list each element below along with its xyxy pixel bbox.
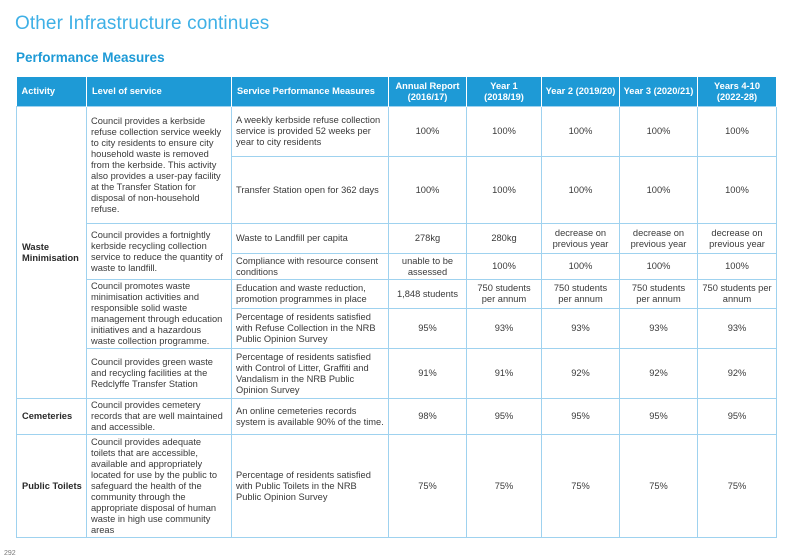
value-cell: 92% [698,349,777,399]
table-row [17,349,777,399]
value-cell: 100% [389,157,467,224]
level-of-service-cell: Council promotes waste minimisation activities and responsible solid waste management through education initiatives and a hazardous waste collection programme. [87,280,232,349]
value-cell: 100% [467,254,542,280]
value-cell: 100% [467,107,542,157]
performance-measures-table [16,77,777,538]
header-service-performance-measures: Service Performance Measures [232,77,389,107]
value-cell: 75% [389,435,467,538]
value-cell: 92% [542,349,620,399]
header-level-of-service: Level of service [87,77,232,107]
measure-cell: Compliance with resource consent conditions [232,254,389,280]
level-of-service-cell: Council provides cemetery records that are well maintained and accessible. [87,399,232,435]
value-cell: 278kg [389,224,467,254]
value-cell: 98% [389,399,467,435]
value-cell: 93% [542,309,620,349]
value-cell: 95% [620,399,698,435]
value-cell: 100% [620,107,698,157]
value-cell: 92% [620,349,698,399]
measure-cell: A weekly kerbside refuse collection service is provided 52 weeks per year to city residents [232,107,389,157]
activity-cemeteries: Cemeteries [17,399,87,435]
value-cell: decrease on previous year [698,224,777,254]
header-activity: Activity [17,77,87,107]
header-annual-report: Annual Report (2016/17) [389,77,467,107]
value-cell: 100% [542,254,620,280]
value-cell: 100% [698,254,777,280]
value-cell: 100% [698,107,777,157]
value-cell: 95% [698,399,777,435]
value-cell: 100% [620,157,698,224]
header-years-4-10: Years 4-10 (2022-28) [698,77,777,107]
value-cell: 75% [542,435,620,538]
value-cell: 750 students per annum [467,280,542,309]
header-year-1: Year 1 (2018/19) [467,77,542,107]
value-cell: 100% [389,107,467,157]
value-cell: 91% [389,349,467,399]
measure-cell: An online cemeteries records system is available 90% of the time. [232,399,389,435]
value-cell: 100% [467,157,542,224]
value-cell: 100% [698,157,777,224]
value-cell: 95% [389,309,467,349]
page-number: 292 [4,550,16,557]
header-year-3: Year 3 (2020/21) [620,77,698,107]
value-cell: decrease on previous year [542,224,620,254]
value-cell: 93% [620,309,698,349]
table-row [17,280,777,309]
table-header-row [17,77,777,107]
measure-cell: Percentage of residents satisfied with Control of Litter, Graffiti and Vandalism in the NRB Public Opinion Survey [232,349,389,399]
value-cell: 93% [467,309,542,349]
header-year-2: Year 2 (2019/20) [542,77,620,107]
table-row [17,107,777,157]
section-title: Performance Measures [16,50,165,65]
measure-cell: Percentage of residents satisfied with Public Toilets in the NRB Public Opinion Survey [232,435,389,538]
value-cell: 95% [542,399,620,435]
value-cell: 95% [467,399,542,435]
value-cell: 1,848 students [389,280,467,309]
page-title: Other Infrastructure continues [15,13,270,34]
measure-cell: Percentage of residents satisfied with Refuse Collection in the NRB Public Opinion Survey [232,309,389,349]
measure-cell: Waste to Landfill per capita [232,224,389,254]
value-cell: 750 students per annum [620,280,698,309]
value-cell: 93% [698,309,777,349]
value-cell: 91% [467,349,542,399]
table-row [17,224,777,254]
activity-waste-minimisation: Waste Minimisation [17,107,87,399]
value-cell: decrease on previous year [620,224,698,254]
measure-cell: Transfer Station open for 362 days [232,157,389,224]
level-of-service-cell: Council provides adequate toilets that are accessible, available and appropriately located for use by the public to safeguard the health of the community through the appropriate disposal of human waste in high use community areas [87,435,232,538]
value-cell: 100% [542,107,620,157]
value-cell: 75% [698,435,777,538]
value-cell: 75% [467,435,542,538]
value-cell: 100% [620,254,698,280]
table-row [17,399,777,435]
level-of-service-cell: Council provides green waste and recycling facilities at the Redclyffe Transfer Station [87,349,232,399]
measure-cell: Education and waste reduction, promotion programmes in place [232,280,389,309]
value-cell: 750 students per annum [698,280,777,309]
level-of-service-cell: Council provides a fortnightly kerbside recycling collection service to reduce the quantity of waste to landfill. [87,224,232,280]
value-cell: 280kg [467,224,542,254]
value-cell: 750 students per annum [542,280,620,309]
value-cell: 100% [542,157,620,224]
activity-public-toilets: Public Toilets [17,435,87,538]
level-of-service-cell: Council provides a kerbside refuse collection service weekly to city residents to ensure city household waste is removed from the kerbside. This activity also provides a user-pay facility at the Transfer Station for disposal of non-household refuse. [87,107,232,224]
table-row [17,435,777,538]
value-cell: unable to be assessed [389,254,467,280]
value-cell: 75% [620,435,698,538]
